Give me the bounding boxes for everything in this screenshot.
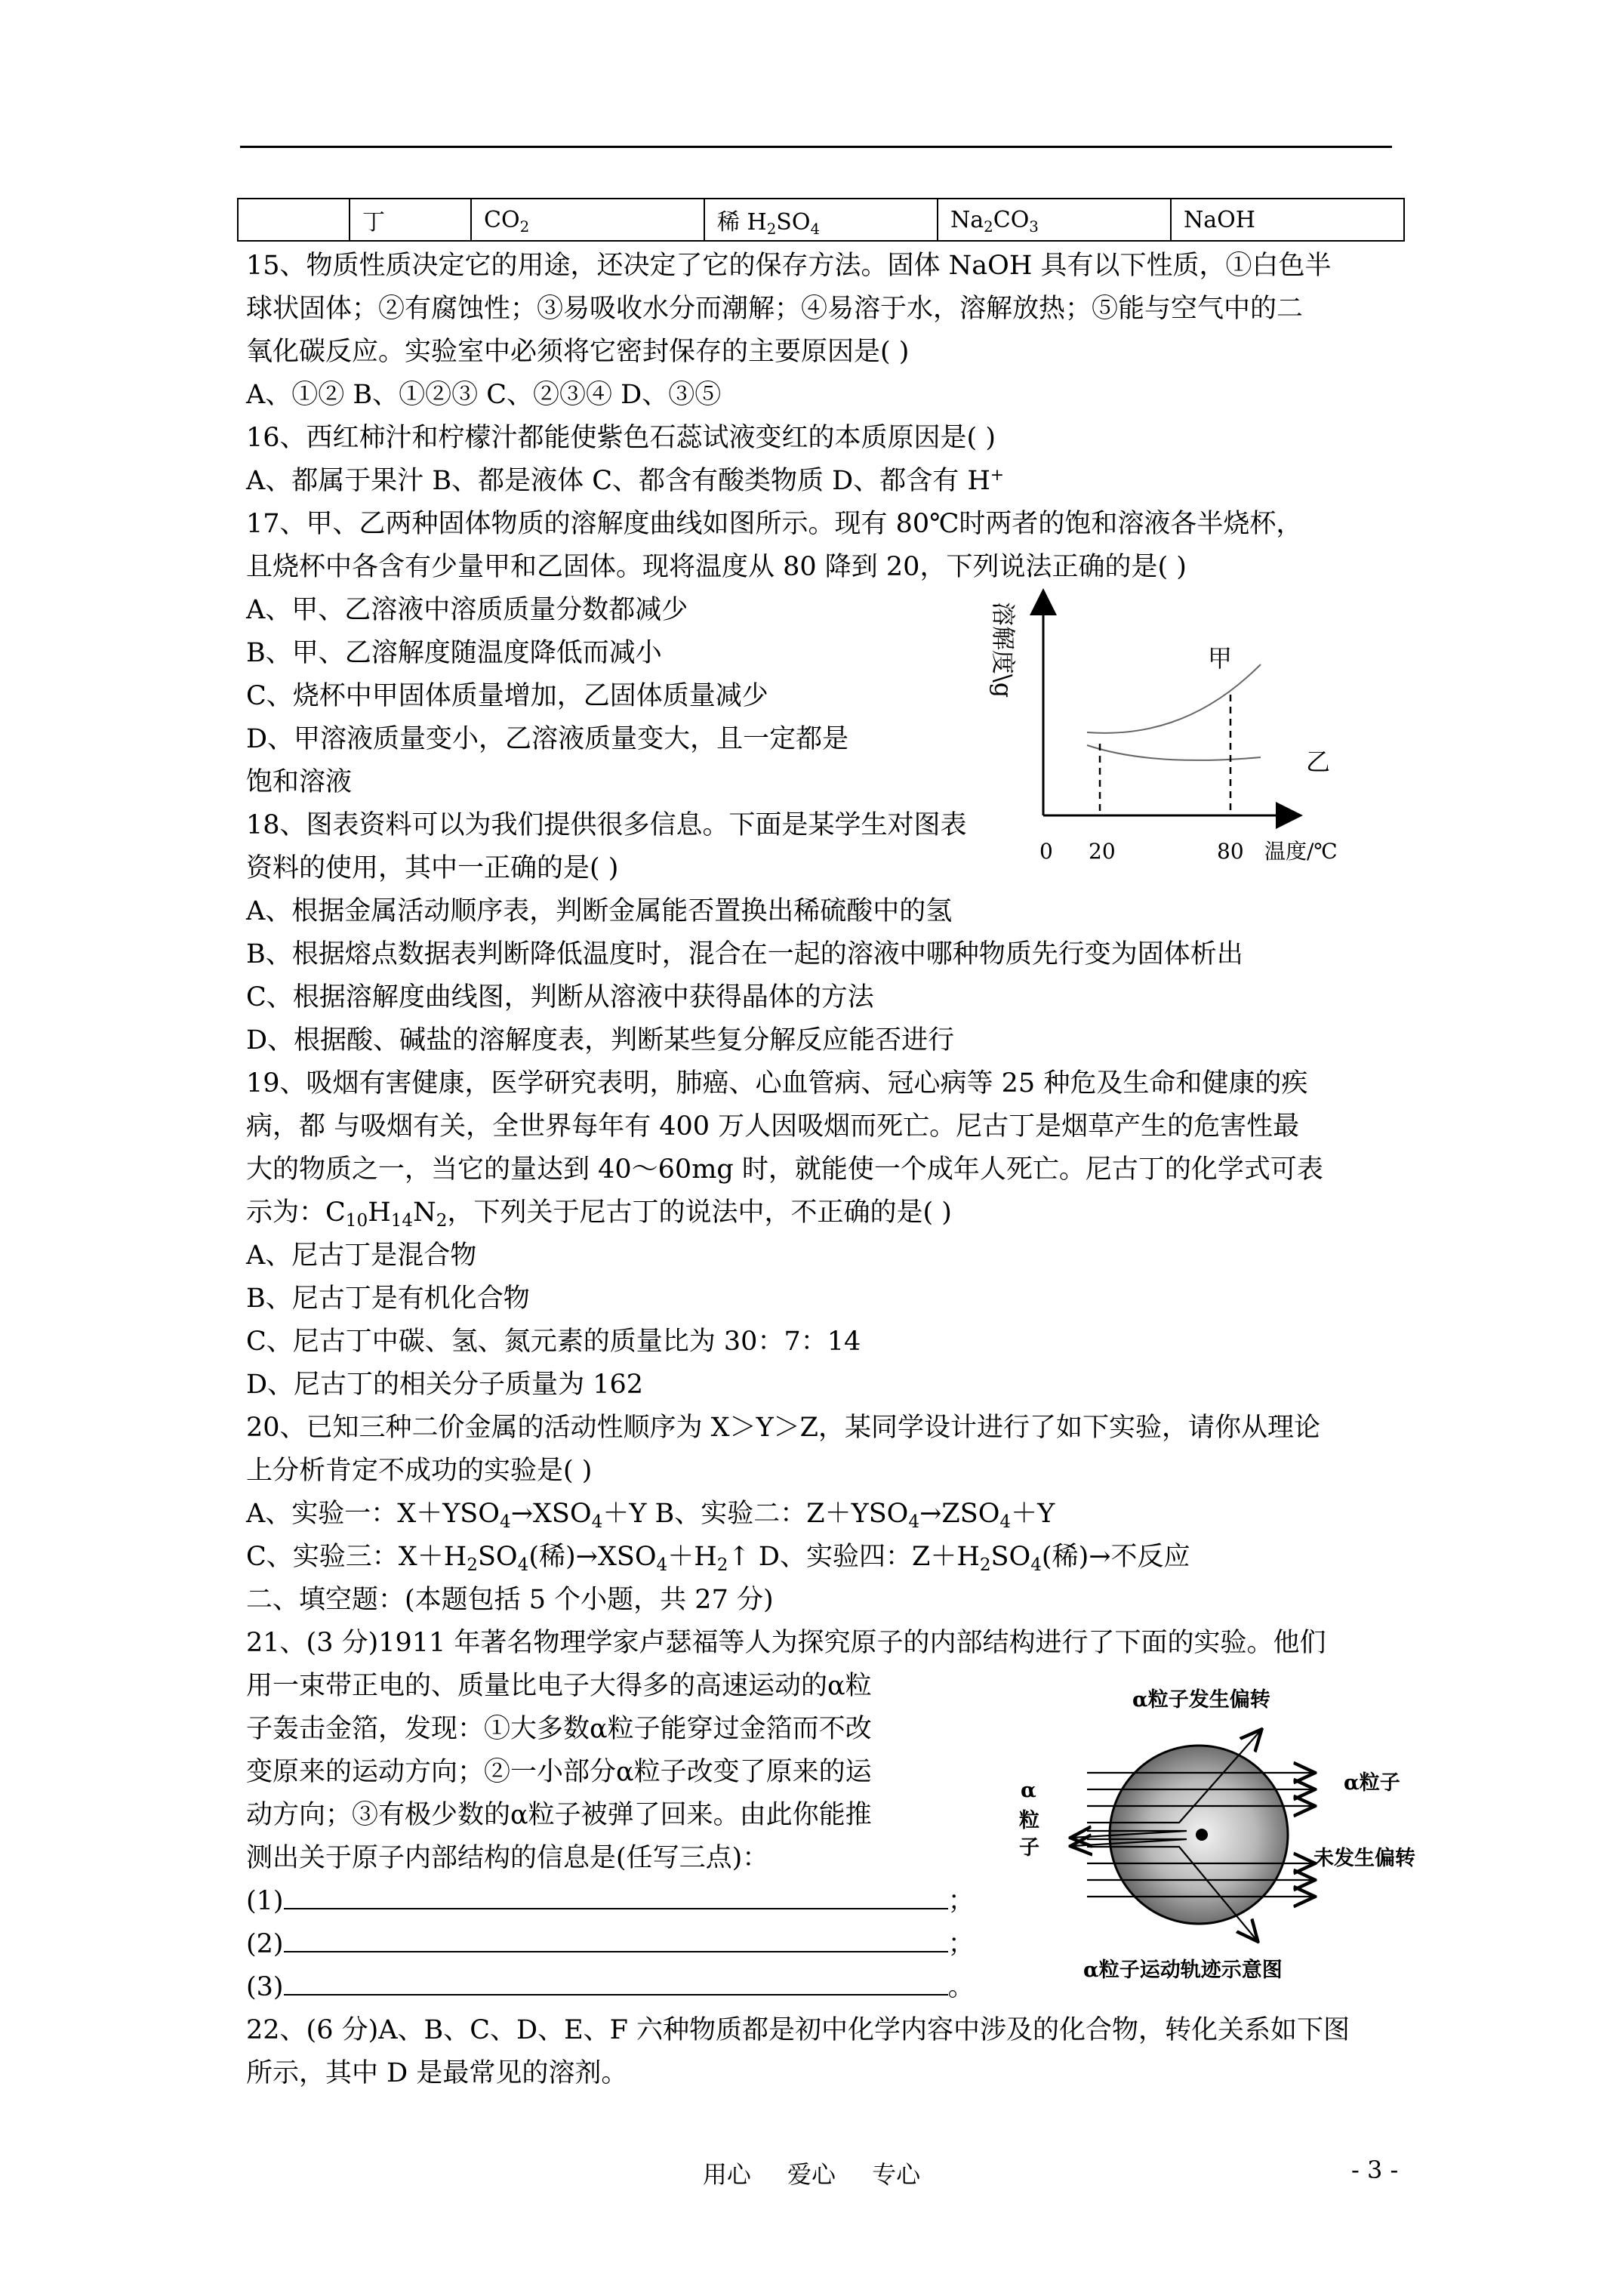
figure-caption: α粒子运动轨迹示意图 (1083, 1959, 1283, 1982)
particle-label: 子 (1019, 1836, 1039, 1860)
text-line-q21-c: 子轰击金箔，发现：①大多数α粒子能穿过金箔而不改 (246, 1714, 872, 1744)
text-line-q19-d: 示为：$C_{10}H_{14}N_2$，下列关于尼古丁的说法中，不正确的是( ) (246, 1197, 952, 1231)
text-line-q22-b: 所示，其中 D 是最常见的溶剂。 (246, 2058, 628, 2088)
text-line-q17-A: A、甲、乙溶液中溶质质量分数都减少 (246, 595, 688, 625)
answer-line-ans-1: (1) ； (246, 1886, 975, 1916)
text-line-q17-a: 17、甲、乙两种固体物质的溶解度曲线如图所示。现有 80℃时两者的饱和溶液各半烧杯， (246, 509, 1303, 539)
text-line-q19-C: C、尼古丁中碳、氢、氮元素的质量比为 30：7：14 (246, 1327, 861, 1357)
text-line-q22-a: 22、(6 分)A、B、C、D、E、F 六种物质都是初中化学内容中涉及的化合物，转化关系如下图 (246, 2015, 1350, 2045)
text-line-q20-CD: C、实验三：$X+H_2SO_4$(稀)$\to XSO_4+H_2↑$ D、实验四：$Z+H_2SO_4$(稀)→不反应 (246, 1542, 1190, 1576)
text-line-q21-f: 测出关于原子内部结构的信息是(任写三点)： (246, 1843, 769, 1873)
text-line-q18-D: D、根据酸、碱盐的溶解度表，判断某些复分解反应能否进行 (246, 1025, 955, 1056)
text-line-q20-AB: A、实验一：$X+YSO_4\to XSO_4+Y$ B、实验二：$Z+YSO_4\to ZSO_4+Y$ (246, 1499, 1055, 1533)
text-line-q19-b: 病，都 与吸烟有关，全世界每年有 400 万人因吸烟而死亡。尼古丁是烟草产生的危害性最 (246, 1111, 1300, 1142)
text-line-q20-b: 上分析肯定不成功的实验是( ) (246, 1456, 593, 1486)
curve-jia-label: 甲 (1208, 644, 1233, 673)
answer-blank[interactable] (284, 1971, 948, 1996)
text-line-q15-c: 氧化碳反应。实验室中必须将它密封保存的主要原因是( ) (246, 337, 910, 367)
tick-80: 80 (1217, 839, 1244, 864)
text-line-q21-d: 变原来的运动方向；②一小部分α粒子改变了原来的运 (246, 1757, 872, 1787)
particle-label: 粒 (1019, 1809, 1039, 1832)
text-line-q21-e: 动方向；③有极少数的α粒子被弹了回来。由此你能推 (246, 1800, 872, 1830)
text-line-q19-c: 大的物质之一，当它的量达到 40～60mg 时，就能使一个成年人死亡。尼古丁的化学式可表 (246, 1154, 1323, 1185)
table-cell: 稀 $H_2SO_4$ (704, 199, 938, 241)
text-line-q19-A: A、尼古丁是混合物 (246, 1240, 477, 1271)
table-cell: $CO_2$ (471, 199, 704, 241)
text-line-q19-a: 19、吸烟有害健康，医学研究表明，肺癌、心血管病、冠心病等 25 种危及生命和健康的疾 (246, 1068, 1308, 1099)
text-line-q18-A: A、根据金属活动顺序表，判断金属能否置换出稀硫酸中的氢 (246, 896, 953, 926)
curve-jia (1087, 664, 1261, 733)
alpha-scattering-figure (1012, 1684, 1419, 1993)
text-line-q15-opts: A、①② B、①②③ C、②③④ D、③⑤ (246, 380, 722, 410)
answer-blank[interactable] (284, 1885, 948, 1909)
y-axis-label: 溶解度\g (989, 602, 1018, 698)
text-line-q17-B: B、甲、乙溶解度随温度降低而减小 (246, 638, 662, 668)
text-line-q21-b: 用一束带正电的、质量比电子大得多的高速运动的α粒 (246, 1671, 872, 1701)
undeflected-label: α粒子 (1344, 1771, 1400, 1795)
text-line-q18-C: C、根据溶解度曲线图，判断从溶液中获得晶体的方法 (246, 982, 874, 1012)
text-line-q16: 16、西红柿汁和柠檬汁都能使紫色石蕊试液变红的本质原因是( ) (246, 423, 996, 453)
undeflected-label: 未发生偏转 (1313, 1847, 1415, 1870)
table-cell (238, 199, 350, 241)
curve-yi-label: 乙 (1306, 747, 1331, 776)
x-axis-label: 温度/℃ (1264, 839, 1338, 864)
reagent-table-fragment (237, 198, 1405, 242)
text-line-q18-B: B、根据熔点数据表判断降低温度时，混合在一起的溶液中哪种物质先行变为固体析出 (246, 939, 1243, 969)
deflected-label: α粒子发生偏转 (1132, 1688, 1270, 1712)
table-cell: $Na_2CO_3$ (938, 199, 1171, 241)
text-line-q17-D2: 饱和溶液 (246, 767, 353, 797)
page-number: - 3 - (1351, 2156, 1399, 2184)
solubility-curve-figure (974, 585, 1338, 872)
curve-yi (1087, 745, 1261, 760)
table-cell: 丁 (350, 199, 471, 241)
answer-line-ans-2: (2) ； (246, 1929, 975, 1959)
text-line-q17-D1: D、甲溶液质量变小，乙溶液质量变大，且一定都是 (246, 724, 849, 754)
table-cell: NaOH (1171, 199, 1404, 241)
text-line-q17-C: C、烧杯中甲固体质量增加，乙固体质量减少 (246, 681, 768, 711)
text-line-q16-opts: A、都属于果汁 B、都是液体 C、都含有酸类物质 D、都含有 H+ (246, 466, 1005, 496)
tick-20: 20 (1089, 839, 1116, 864)
alpha-label: α (1021, 1779, 1036, 1802)
text-line-q18-b: 资料的使用，其中一正确的是( ) (246, 853, 619, 883)
answer-blank[interactable] (284, 1928, 948, 1952)
text-line-q21-a: 21、(3 分)1911 年著名物理学家卢瑟福等人为探究原子的内部结构进行了下面的实验。他们 (246, 1628, 1326, 1658)
text-line-q20-a: 20、已知三种二价金属的活动性顺序为 X＞Y＞Z，某同学设计进行了如下实验，请你从理论 (246, 1413, 1321, 1443)
footer-motto: 用心 爱心 专心 (702, 2160, 921, 2189)
header-rule (240, 146, 1392, 148)
text-line-sec2: 二、填空题：(本题包括 5 个小题，共 27 分) (246, 1585, 774, 1615)
text-line-q15-a: 15、物质性质决定它的用途，还决定了它的保存方法。固体 NaOH 具有以下性质，①白色半 (246, 251, 1332, 281)
text-line-q19-D: D、尼古丁的相关分子质量为 162 (246, 1370, 643, 1400)
table-row (238, 199, 1404, 241)
text-line-q19-B: B、尼古丁是有机化合物 (246, 1284, 530, 1314)
text-line-q17-b: 且烧杯中各含有少量甲和乙固体。现将温度从 80 降到 20，下列说法正确的是( ) (246, 552, 1187, 582)
text-line-q15-b: 球状固体；②有腐蚀性；③易吸收水分而潮解；④易溶于水，溶解放热；⑤能与空气中的二 (246, 294, 1304, 324)
answer-line-ans-3: (3) 。 (246, 1972, 975, 2002)
text-line-q18-a: 18、图表资料可以为我们提供很多信息。下面是某学生对图表 (246, 810, 967, 840)
origin-label: 0 (1039, 839, 1053, 864)
nucleus-dot (1196, 1829, 1208, 1841)
